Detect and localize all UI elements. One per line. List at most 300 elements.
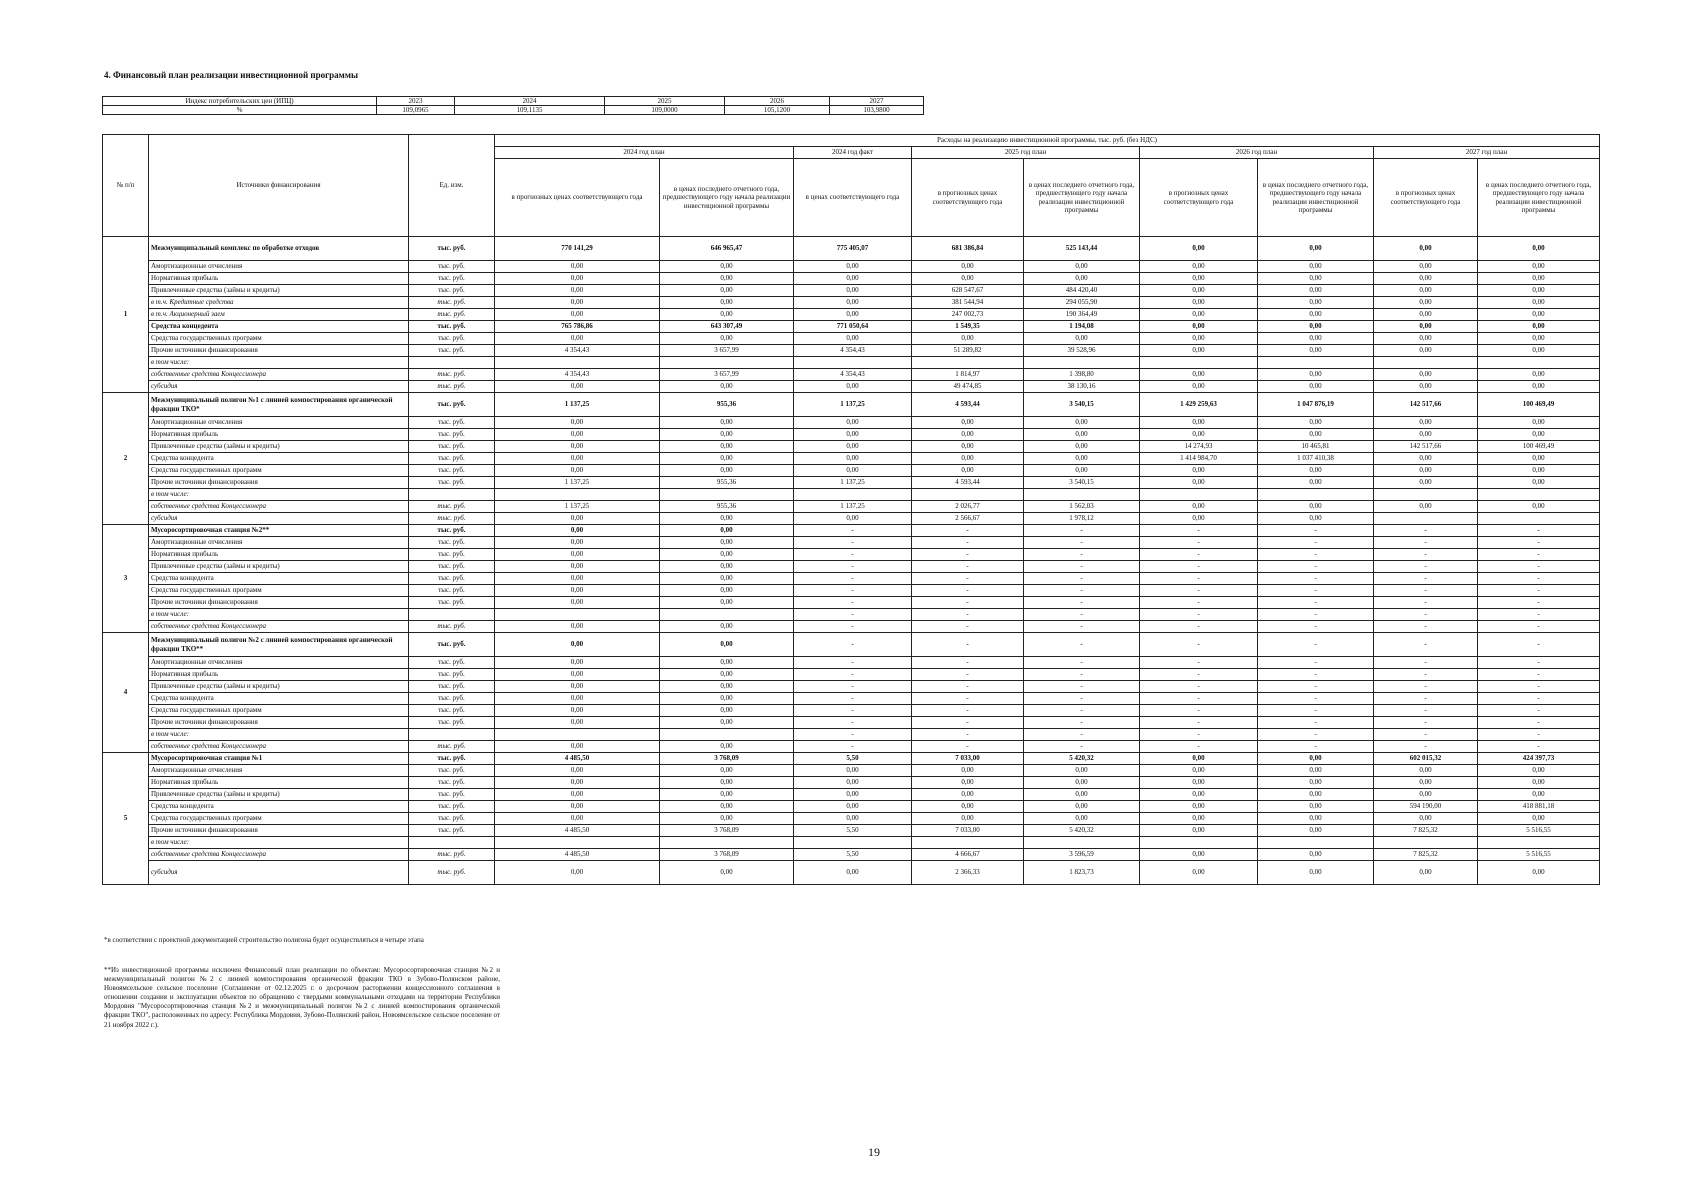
value-cell: - [1258, 573, 1374, 585]
value-cell: 0,00 [1140, 801, 1258, 813]
table-row [103, 837, 1600, 849]
value-cell: 0,00 [1374, 465, 1478, 477]
cpi-unit: % [103, 106, 377, 115]
value-cell: - [1140, 609, 1258, 621]
value-cell: - [1140, 693, 1258, 705]
unit-cell: тыс. руб. [409, 621, 495, 633]
value-cell: 0,00 [1140, 765, 1258, 777]
value-cell: 4 666,67 [912, 849, 1024, 861]
value-cell: 0,00 [1478, 477, 1600, 489]
value-cell: - [1258, 729, 1374, 741]
unit-cell [409, 609, 495, 621]
unit-cell [409, 837, 495, 849]
value-cell: - [912, 609, 1024, 621]
value-cell: 0,00 [794, 441, 912, 453]
sub-header: в прогнозных ценах соответствующего года [1374, 159, 1478, 237]
table-row [103, 345, 1600, 357]
value-cell: 0,00 [660, 861, 794, 885]
value-cell: 0,00 [1140, 321, 1258, 333]
unit-cell: тыс. руб. [409, 549, 495, 561]
value-cell: 0,00 [1258, 417, 1374, 429]
value-cell: - [912, 573, 1024, 585]
value-cell: - [1478, 549, 1600, 561]
value-cell: 7 825,32 [1374, 849, 1478, 861]
unit-cell: тыс. руб. [409, 285, 495, 297]
value-cell: 0,00 [495, 453, 660, 465]
table-row [103, 813, 1600, 825]
value-cell: 0,00 [1140, 369, 1258, 381]
value-cell: - [1258, 561, 1374, 573]
value-cell: 0,00 [1258, 345, 1374, 357]
value-cell [1478, 513, 1600, 525]
unit-cell: тыс. руб. [409, 393, 495, 417]
value-cell: - [1140, 585, 1258, 597]
value-cell: - [794, 597, 912, 609]
value-cell: 0,00 [1024, 417, 1140, 429]
value-cell: 0,00 [1374, 429, 1478, 441]
unit-cell: тыс. руб. [409, 501, 495, 513]
value-cell: 955,36 [660, 501, 794, 513]
value-cell: - [1258, 669, 1374, 681]
value-cell: 0,00 [1478, 237, 1600, 261]
value-cell: 51 289,82 [912, 345, 1024, 357]
table-row [103, 681, 1600, 693]
table-row [103, 297, 1600, 309]
value-cell: - [912, 561, 1024, 573]
unit-cell: тыс. руб. [409, 237, 495, 261]
value-cell: 3 768,09 [660, 753, 794, 765]
value-cell: 0,00 [1478, 501, 1600, 513]
value-cell [660, 729, 794, 741]
value-cell: 2 566,67 [912, 513, 1024, 525]
value-cell: 0,00 [660, 333, 794, 345]
value-cell: 4 593,44 [912, 393, 1024, 417]
value-cell: 0,00 [1140, 345, 1258, 357]
value-cell: - [1478, 621, 1600, 633]
table-row [103, 753, 1600, 765]
source-cell: Межмуниципальный полигон №2 с линией компостирования органической фракции ТКО** [149, 633, 409, 657]
value-cell: - [1374, 537, 1478, 549]
value-cell: - [1258, 597, 1374, 609]
table-row [103, 261, 1600, 273]
value-cell: 0,00 [660, 777, 794, 789]
value-cell: 0,00 [1140, 333, 1258, 345]
value-cell: - [1258, 705, 1374, 717]
value-cell: - [794, 717, 912, 729]
value-cell: 0,00 [1374, 273, 1478, 285]
header-row-top [103, 135, 1600, 147]
value-cell: 0,00 [1374, 309, 1478, 321]
source-cell: Средства концедента [149, 453, 409, 465]
value-cell: 0,00 [1374, 321, 1478, 333]
value-cell: - [1374, 621, 1478, 633]
value-cell: - [794, 573, 912, 585]
value-cell [660, 357, 794, 369]
value-cell: - [1140, 669, 1258, 681]
value-cell: - [1258, 585, 1374, 597]
value-cell: 0,00 [1140, 813, 1258, 825]
value-cell: 0,00 [660, 273, 794, 285]
value-cell: 418 881,18 [1478, 801, 1600, 813]
table-row [103, 489, 1600, 501]
table-row [103, 657, 1600, 669]
source-cell: Амортизационные отчисления [149, 537, 409, 549]
value-cell: 190 364,49 [1024, 309, 1140, 321]
value-cell: 0,00 [1024, 261, 1140, 273]
value-cell: - [1374, 669, 1478, 681]
value-cell: - [1478, 525, 1600, 537]
value-cell: 0,00 [495, 597, 660, 609]
financial-plan-table [102, 134, 1600, 885]
value-cell: 2 026,77 [912, 501, 1024, 513]
unit-cell [409, 357, 495, 369]
value-cell [912, 357, 1024, 369]
value-cell: - [1258, 633, 1374, 657]
value-cell: - [1024, 525, 1140, 537]
value-cell: 0,00 [1374, 453, 1478, 465]
value-cell: - [1024, 705, 1140, 717]
value-cell: 0,00 [660, 669, 794, 681]
value-cell: 0,00 [1140, 477, 1258, 489]
value-cell: 0,00 [1374, 417, 1478, 429]
value-cell: 39 528,96 [1024, 345, 1140, 357]
value-cell: - [912, 741, 1024, 753]
value-cell: 0,00 [495, 861, 660, 885]
value-cell: 0,00 [794, 453, 912, 465]
value-cell: 0,00 [1478, 321, 1600, 333]
value-cell: - [912, 717, 1024, 729]
row-number: 4 [103, 633, 149, 753]
value-cell: 0,00 [912, 429, 1024, 441]
value-cell: - [794, 693, 912, 705]
value-cell: - [1024, 549, 1140, 561]
table-row [103, 561, 1600, 573]
value-cell: - [1140, 681, 1258, 693]
value-cell: 0,00 [1024, 333, 1140, 345]
cpi-value: 109,0965 [377, 106, 455, 115]
source-cell: Нормативная прибыль [149, 549, 409, 561]
value-cell [1140, 837, 1258, 849]
sub-header: в ценах соответствующего года [794, 159, 912, 237]
table-row [103, 705, 1600, 717]
value-cell: - [1024, 573, 1140, 585]
table-row [103, 693, 1600, 705]
source-cell: Межмуниципальный комплекс по обработке отходов [149, 237, 409, 261]
source-cell: Средства концедента [149, 693, 409, 705]
value-cell: - [912, 597, 1024, 609]
value-cell: 1 429 259,63 [1140, 393, 1258, 417]
value-cell: - [1024, 669, 1140, 681]
source-cell: Средства государственных программ [149, 465, 409, 477]
source-cell: Мусоросортировочная станция №2** [149, 525, 409, 537]
value-cell: 0,00 [912, 465, 1024, 477]
value-cell [1258, 489, 1374, 501]
value-cell: 0,00 [912, 333, 1024, 345]
value-cell: 0,00 [1024, 273, 1140, 285]
value-cell: 0,00 [660, 693, 794, 705]
value-cell: 0,00 [495, 657, 660, 669]
unit-cell: тыс. руб. [409, 441, 495, 453]
value-cell: - [794, 585, 912, 597]
source-cell: в т.ч. Акционерный заем [149, 309, 409, 321]
source-cell: Прочие источники финансирования [149, 825, 409, 837]
value-cell: - [1140, 657, 1258, 669]
value-cell: 0,00 [794, 285, 912, 297]
unit-cell: тыс. руб. [409, 525, 495, 537]
value-cell [1024, 489, 1140, 501]
value-cell: 0,00 [1478, 369, 1600, 381]
value-cell: - [1478, 669, 1600, 681]
source-cell: субсидия [149, 381, 409, 393]
value-cell: 0,00 [1478, 381, 1600, 393]
value-cell: - [912, 693, 1024, 705]
value-cell: 4 354,43 [495, 369, 660, 381]
value-cell [1258, 837, 1374, 849]
unit-cell: тыс. руб. [409, 705, 495, 717]
value-cell: 681 386,84 [912, 237, 1024, 261]
value-cell: 0,00 [660, 549, 794, 561]
sub-header: в ценах последнего отчетного года, предшествующего году начала реализации инвестиционной программы [1024, 159, 1140, 237]
value-cell: 0,00 [1478, 765, 1600, 777]
value-cell: 0,00 [1258, 273, 1374, 285]
value-cell: - [1374, 633, 1478, 657]
value-cell: 646 965,47 [660, 237, 794, 261]
table-row [103, 729, 1600, 741]
value-cell: 0,00 [495, 693, 660, 705]
value-cell: - [794, 561, 912, 573]
value-cell: - [912, 549, 1024, 561]
period-2024-fact: 2024 год факт [794, 147, 912, 159]
value-cell: - [1374, 681, 1478, 693]
value-cell: 0,00 [1478, 417, 1600, 429]
page-number: 19 [868, 1145, 880, 1159]
value-cell: 0,00 [660, 717, 794, 729]
value-cell: 0,00 [912, 261, 1024, 273]
value-cell: - [1024, 741, 1140, 753]
value-cell: 0,00 [660, 801, 794, 813]
value-cell: 247 002,73 [912, 309, 1024, 321]
unit-cell: тыс. руб. [409, 693, 495, 705]
value-cell: 1 414 984,70 [1140, 453, 1258, 465]
value-cell: 0,00 [1258, 465, 1374, 477]
source-cell: Средства концедента [149, 573, 409, 585]
value-cell [794, 489, 912, 501]
value-cell: 0,00 [495, 573, 660, 585]
value-cell: - [1024, 621, 1140, 633]
value-cell: 0,00 [1140, 381, 1258, 393]
value-cell: 0,00 [660, 789, 794, 801]
value-cell: - [1374, 585, 1478, 597]
value-cell: 0,00 [1140, 849, 1258, 861]
value-cell: 0,00 [495, 273, 660, 285]
value-cell: 0,00 [1140, 501, 1258, 513]
value-cell: 38 130,16 [1024, 381, 1140, 393]
unit-cell [409, 729, 495, 741]
value-cell: 4 354,43 [794, 345, 912, 357]
value-cell: 0,00 [1478, 285, 1600, 297]
unit-cell: тыс. руб. [409, 753, 495, 765]
value-cell [660, 837, 794, 849]
value-cell: 0,00 [794, 273, 912, 285]
unit-cell: тыс. руб. [409, 657, 495, 669]
value-cell: - [912, 729, 1024, 741]
value-cell: - [1478, 681, 1600, 693]
value-cell: 0,00 [1374, 381, 1478, 393]
unit-cell: тыс. руб. [409, 297, 495, 309]
value-cell: 1 562,03 [1024, 501, 1140, 513]
table-row [103, 609, 1600, 621]
table-row [103, 369, 1600, 381]
cpi-value: 103,9800 [830, 106, 924, 115]
value-cell: 0,00 [495, 669, 660, 681]
value-cell: - [912, 621, 1024, 633]
value-cell: 381 544,94 [912, 297, 1024, 309]
value-cell [1478, 837, 1600, 849]
value-cell: 5,50 [794, 825, 912, 837]
value-cell: 955,36 [660, 477, 794, 489]
row-number: 2 [103, 393, 149, 525]
value-cell: 0,00 [1140, 273, 1258, 285]
unit-cell: тыс. руб. [409, 309, 495, 321]
value-cell: 0,00 [660, 657, 794, 669]
value-cell: 1 398,80 [1024, 369, 1140, 381]
value-cell [1258, 357, 1374, 369]
value-cell: 1 814,97 [912, 369, 1024, 381]
value-cell: 0,00 [794, 777, 912, 789]
table-row [103, 393, 1600, 417]
value-cell: 0,00 [495, 333, 660, 345]
value-cell: 0,00 [1258, 801, 1374, 813]
value-cell: 0,00 [1478, 429, 1600, 441]
table-row [103, 525, 1600, 537]
value-cell: - [1258, 525, 1374, 537]
value-cell: 0,00 [660, 465, 794, 477]
value-cell: 0,00 [495, 681, 660, 693]
value-cell: 0,00 [794, 309, 912, 321]
value-cell: 0,00 [495, 381, 660, 393]
value-cell: 5,50 [794, 849, 912, 861]
value-cell: - [1024, 729, 1140, 741]
value-cell: 294 055,90 [1024, 297, 1140, 309]
period-2027-plan: 2027 год план [1374, 147, 1600, 159]
source-cell: Средства концедента [149, 321, 409, 333]
source-cell: собственные средства Концессионера [149, 621, 409, 633]
cpi-table [102, 96, 924, 115]
unit-cell: тыс. руб. [409, 849, 495, 861]
value-cell: 0,00 [1374, 285, 1478, 297]
value-cell: - [1478, 705, 1600, 717]
value-cell: 0,00 [660, 573, 794, 585]
value-cell: 0,00 [495, 297, 660, 309]
sub-header: в прогнозных ценах соответствующего года [495, 159, 660, 237]
value-cell: - [1140, 729, 1258, 741]
value-cell: 0,00 [495, 465, 660, 477]
value-cell: 602 015,32 [1374, 753, 1478, 765]
value-cell: - [794, 669, 912, 681]
value-cell: 0,00 [1374, 345, 1478, 357]
value-cell: 0,00 [1374, 765, 1478, 777]
value-cell: 0,00 [912, 765, 1024, 777]
value-cell: 0,00 [1024, 441, 1140, 453]
source-cell: Амортизационные отчисления [149, 261, 409, 273]
value-cell: 142 517,66 [1374, 441, 1478, 453]
table-row [103, 417, 1600, 429]
source-cell: Прочие источники финансирования [149, 597, 409, 609]
value-cell: 0,00 [660, 597, 794, 609]
value-cell: 5 516,55 [1478, 849, 1600, 861]
row-number: 5 [103, 753, 149, 885]
value-cell: 0,00 [660, 285, 794, 297]
value-cell [495, 609, 660, 621]
value-cell: - [1478, 537, 1600, 549]
value-cell: 7 033,00 [912, 825, 1024, 837]
value-cell: - [1024, 597, 1140, 609]
value-cell: 484 420,40 [1024, 285, 1140, 297]
source-cell: Нормативная прибыль [149, 273, 409, 285]
unit-cell: тыс. руб. [409, 321, 495, 333]
value-cell: - [1024, 657, 1140, 669]
value-cell: 0,00 [912, 789, 1024, 801]
unit-cell: тыс. руб. [409, 273, 495, 285]
value-cell [1024, 837, 1140, 849]
value-cell: 594 190,00 [1374, 801, 1478, 813]
source-cell: Нормативная прибыль [149, 777, 409, 789]
value-cell: - [1024, 633, 1140, 657]
unit-cell: тыс. руб. [409, 333, 495, 345]
value-cell: 0,00 [1140, 261, 1258, 273]
value-cell: 0,00 [794, 789, 912, 801]
value-cell: 0,00 [1140, 861, 1258, 885]
table-row [103, 801, 1600, 813]
table-row [103, 825, 1600, 837]
row-number: 3 [103, 525, 149, 633]
value-cell: 0,00 [495, 513, 660, 525]
value-cell: 0,00 [1140, 417, 1258, 429]
value-cell: 1 978,12 [1024, 513, 1140, 525]
table-row [103, 537, 1600, 549]
value-cell: 0,00 [912, 801, 1024, 813]
value-cell: 0,00 [495, 741, 660, 753]
value-cell: - [1478, 657, 1600, 669]
unit-cell: тыс. руб. [409, 537, 495, 549]
value-cell: 0,00 [1024, 765, 1140, 777]
value-cell: 0,00 [1140, 465, 1258, 477]
table-row [103, 429, 1600, 441]
value-cell: 0,00 [660, 585, 794, 597]
value-cell: - [794, 657, 912, 669]
cpi-value: 109,0000 [605, 106, 725, 115]
value-cell: 1 137,25 [495, 501, 660, 513]
value-cell: 7 033,00 [912, 753, 1024, 765]
value-cell: 0,00 [1140, 309, 1258, 321]
table-body [103, 237, 1600, 885]
cpi-year: 2023 [377, 97, 455, 106]
value-cell: - [794, 525, 912, 537]
value-cell: - [1140, 549, 1258, 561]
cpi-value: 109,1135 [455, 106, 605, 115]
value-cell: 0,00 [1258, 333, 1374, 345]
value-cell: 0,00 [1140, 777, 1258, 789]
value-cell: - [1024, 681, 1140, 693]
value-cell: - [1374, 693, 1478, 705]
table-row [103, 861, 1600, 885]
value-cell [1140, 357, 1258, 369]
source-cell: Средства государственных программ [149, 813, 409, 825]
value-cell: - [1024, 561, 1140, 573]
value-cell: - [912, 657, 1024, 669]
table-row [103, 309, 1600, 321]
table-row [103, 465, 1600, 477]
